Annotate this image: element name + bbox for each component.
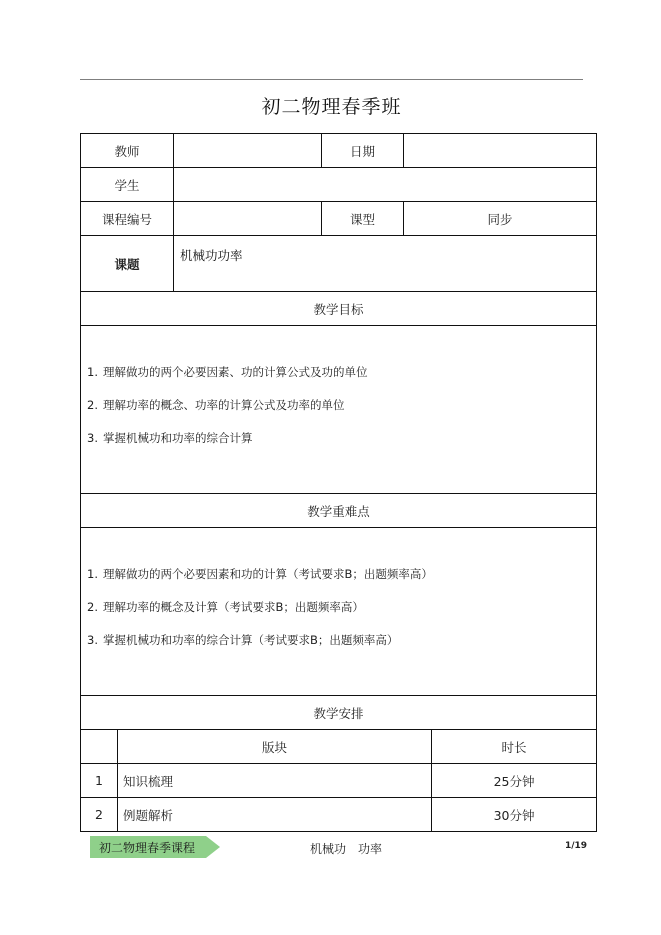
keypoint-item: [87, 565, 596, 598]
course-type-label: 课型: [322, 202, 404, 236]
objective-text: 理解做功的两个必要因素、功的计算公式及功的单位: [103, 365, 368, 379]
date-field[interactable]: [404, 134, 597, 168]
topic-row: [81, 236, 597, 292]
schedule-index: 1: [81, 764, 118, 798]
keypoint-item: [87, 631, 596, 664]
objective-text: 掌握机械功和功率的综合计算: [103, 431, 253, 445]
course-code-label: 课程编号: [81, 202, 174, 236]
teacher-row: [81, 134, 597, 168]
schedule-header-row: [81, 730, 597, 764]
header-rule: [80, 79, 583, 80]
footer-course-tag: [90, 836, 220, 858]
keypoints-cell: [81, 528, 597, 696]
course-code-field[interactable]: [174, 202, 322, 236]
schedule-section: 知识梳理: [118, 764, 432, 798]
objective-text: 理解功率的概念、功率的计算公式及功率的单位: [103, 398, 345, 412]
keypoint-number: 2.: [87, 600, 98, 614]
objective-item: [87, 429, 596, 462]
topic-label: 课题: [81, 236, 174, 292]
schedule-duration: 30分钟: [432, 798, 597, 832]
objectives-heading-row: [81, 292, 597, 326]
keypoints-row: [81, 528, 597, 696]
keypoints-heading-row: [81, 494, 597, 528]
schedule-index: 2: [81, 798, 118, 832]
page-number: 1/19: [565, 841, 588, 851]
objectives-row: [81, 326, 597, 494]
student-label: 学生: [81, 168, 174, 202]
keypoint-number: 1.: [87, 567, 98, 581]
course-type-value: 同步: [404, 202, 597, 236]
keypoints-list: [81, 528, 596, 664]
schedule-row: [81, 764, 597, 798]
topic-value: 机械功功率: [174, 236, 597, 292]
keypoint-text: 理解做功的两个必要因素和功的计算（考试要求B；出题频率高）: [103, 567, 433, 581]
keypoint-text: 理解功率的概念及计算（考试要求B；出题频率高）: [103, 600, 364, 614]
objective-number: 3.: [87, 431, 98, 445]
keypoints-heading: 教学重难点: [81, 494, 597, 528]
keypoint-text: 掌握机械功和功率的综合计算（考试要求B；出题频率高）: [103, 633, 399, 647]
objectives-heading: 教学目标: [81, 292, 597, 326]
page-title: 初二物理春季班: [261, 96, 402, 118]
objectives-list: [81, 326, 596, 462]
course-row: [81, 202, 597, 236]
objective-item: [87, 396, 596, 429]
footer-chapter: 机械功 功率: [310, 842, 383, 856]
schedule-duration: 25分钟: [432, 764, 597, 798]
date-label: 日期: [322, 134, 404, 168]
student-row: [81, 168, 597, 202]
schedule-heading: 教学安排: [81, 696, 597, 730]
schedule-section: 例题解析: [118, 798, 432, 832]
keypoint-item: [87, 598, 596, 631]
teacher-label: 教师: [81, 134, 174, 168]
objective-item: [87, 363, 596, 396]
teacher-field[interactable]: [174, 134, 322, 168]
objective-number: 2.: [87, 398, 98, 412]
schedule-heading-row: [81, 696, 597, 730]
objectives-cell: [81, 326, 597, 494]
objective-number: 1.: [87, 365, 98, 379]
student-field[interactable]: [174, 168, 597, 202]
keypoint-number: 3.: [87, 633, 98, 647]
schedule-duration-header: 时长: [432, 730, 597, 764]
schedule-row: [81, 798, 597, 832]
schedule-index-header: [81, 730, 118, 764]
lesson-table: [80, 133, 597, 832]
schedule-section-header: 版块: [118, 730, 432, 764]
footer-tag-label: 初二物理春季课程: [99, 841, 196, 855]
